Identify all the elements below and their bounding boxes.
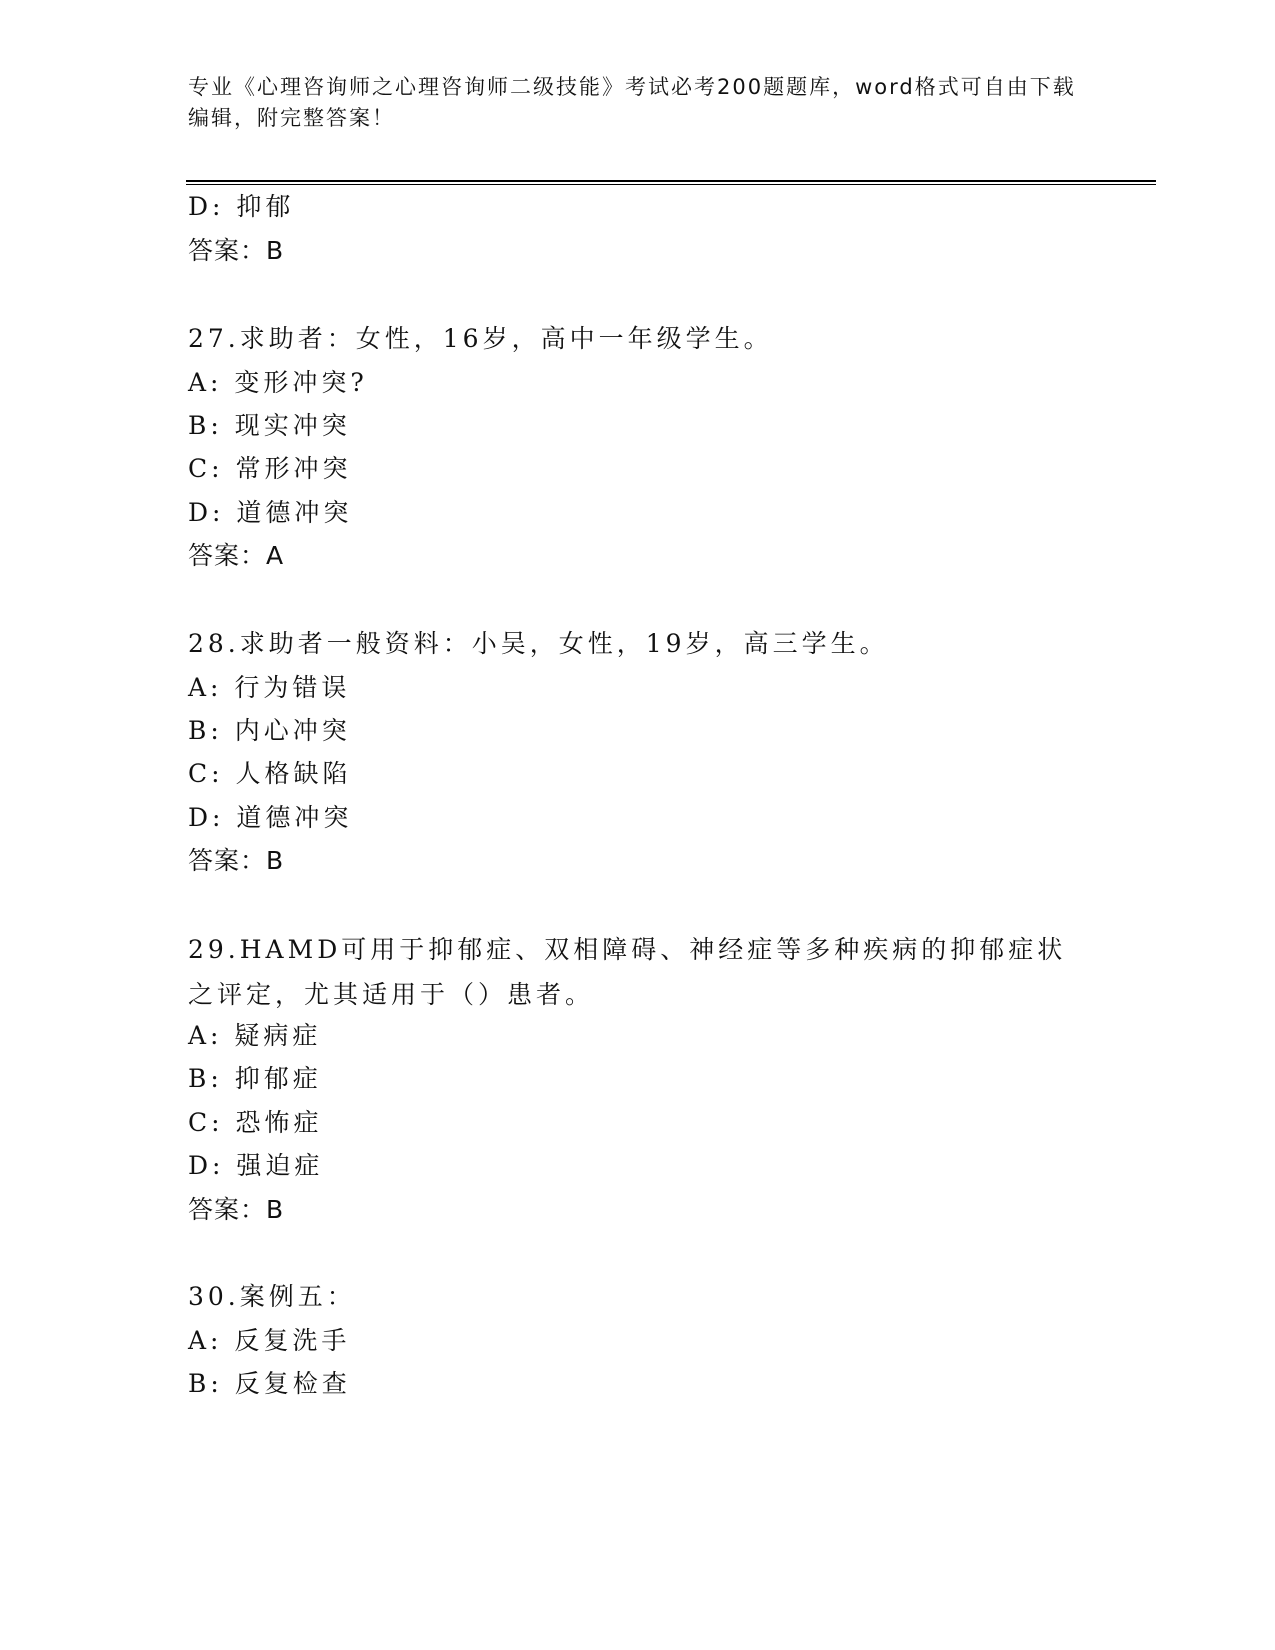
question-28: 28.求助者一般资料：小吴，女性，19岁，高三学生。: [188, 629, 889, 658]
option-a-q30: A: 反复洗手: [188, 1326, 351, 1355]
header-divider-thick: [186, 180, 1156, 182]
option-a-q29: A: 疑病症: [188, 1021, 322, 1050]
option-d-q29: D: 强迫症: [188, 1151, 324, 1180]
header-divider-thin: [186, 184, 1156, 185]
question-30: 30.案例五：: [188, 1282, 356, 1311]
option-d-q27: D: 道德冲突: [188, 498, 353, 527]
option-b-q29: B: 抑郁症: [188, 1064, 322, 1093]
option-b-q27: B: 现实冲突: [188, 411, 351, 440]
option-b-q28: B: 内心冲突: [188, 716, 351, 745]
option-d-q26: D: 抑郁: [188, 192, 295, 221]
option-a-q27: A: 变形冲突?: [188, 368, 368, 397]
answer-q28: 答案：B: [188, 846, 285, 875]
answer-q26: 答案：B: [188, 236, 285, 265]
option-d-q28: D: 道德冲突: [188, 803, 353, 832]
answer-q27: 答案：A: [188, 541, 285, 570]
document-header: 专业《心理咨询师之心理咨询师二级技能》考试必考200题题库，word格式可自由下载编辑，附完整答案！: [188, 75, 1076, 130]
option-c-q27: C: 常形冲突: [188, 454, 352, 483]
option-c-q28: C: 人格缺陷: [188, 759, 352, 788]
question-27: 27.求助者：女性，16岁，高中一年级学生。: [188, 324, 773, 353]
question-29: 29.HAMD可用于抑郁症、双相障碍、神经症等多种疾病的抑郁症状之评定，尤其适用于（）患者。: [188, 935, 1067, 1009]
answer-q29: 答案：B: [188, 1195, 285, 1224]
option-a-q28: A: 行为错误: [188, 673, 351, 702]
option-b-q30: B: 反复检查: [188, 1369, 351, 1398]
option-c-q29: C: 恐怖症: [188, 1108, 323, 1137]
